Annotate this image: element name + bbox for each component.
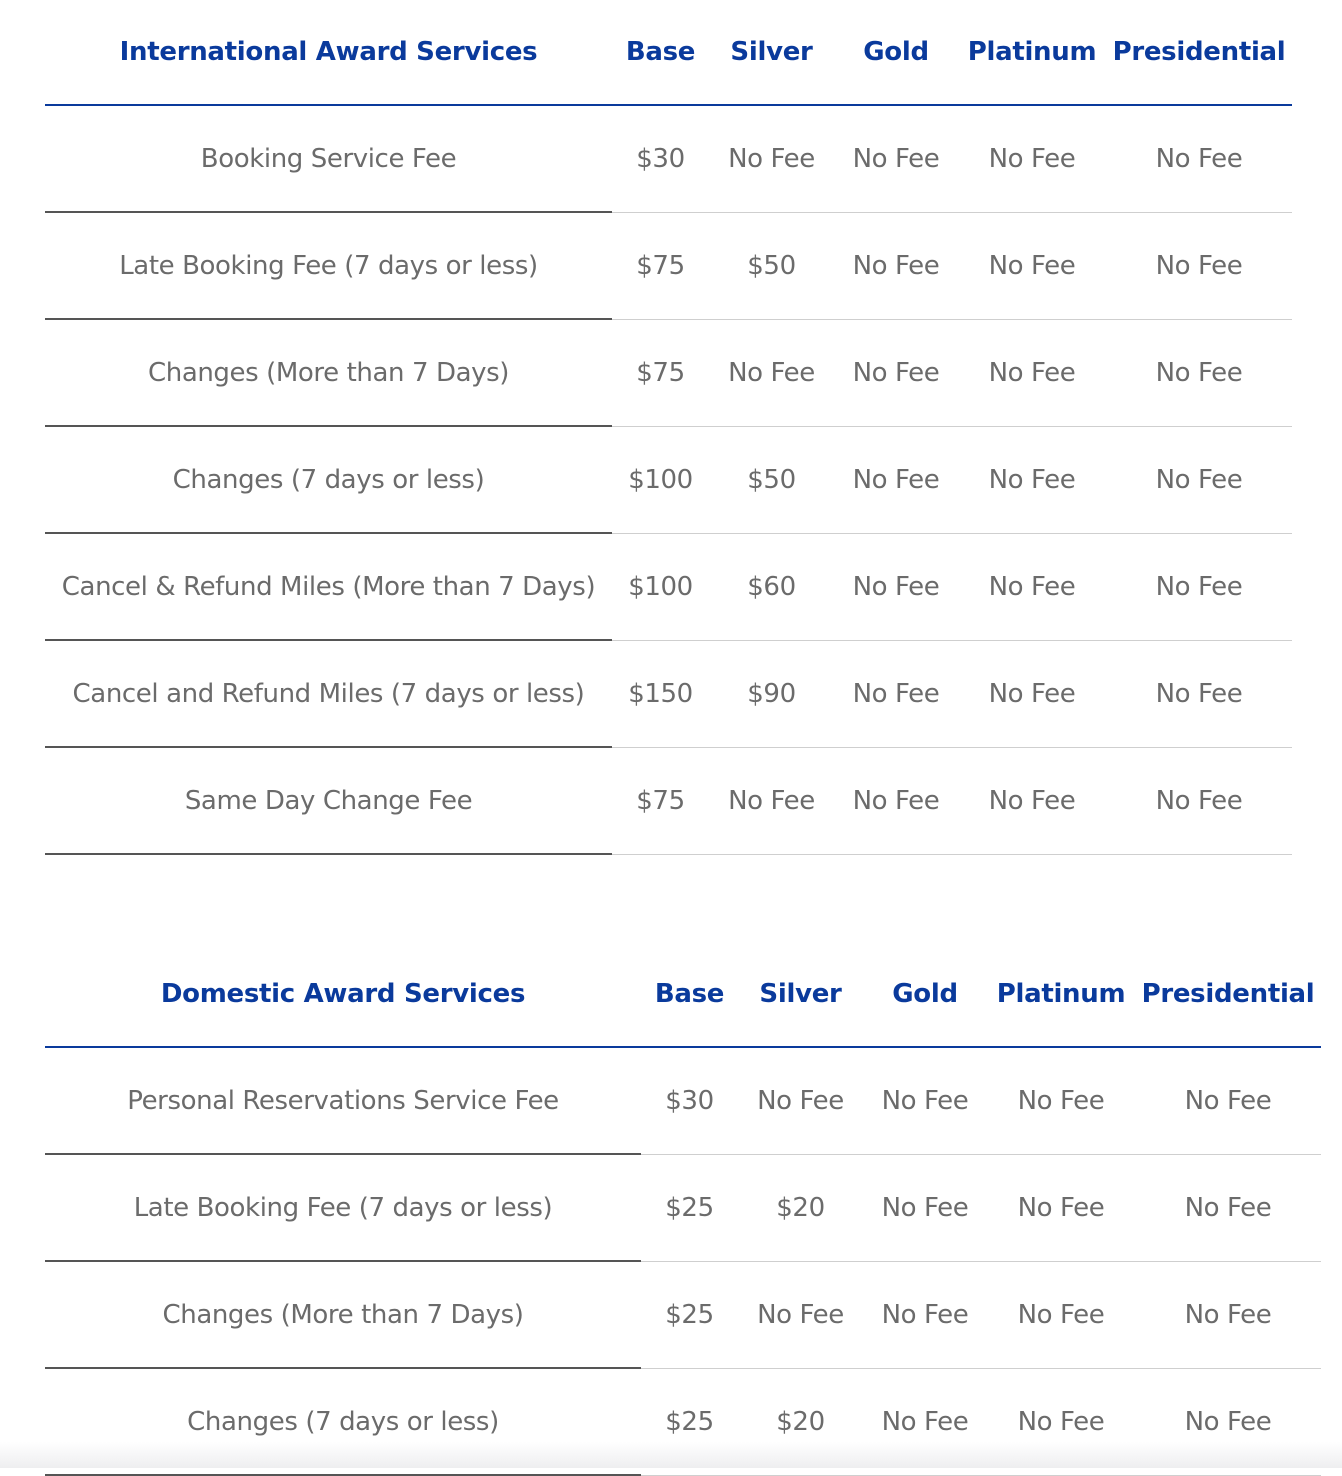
gold-fee-cell: No Fee (834, 640, 958, 747)
domestic-award-fee-table (45, 942, 1321, 1476)
service-name-cell: Cancel and Refund Miles (7 days or less) (45, 640, 612, 747)
service-name-cell: Late Booking Fee (7 days or less) (45, 1154, 641, 1261)
service-name-cell: Same Day Change Fee (45, 747, 612, 854)
presidential-fee-cell: No Fee (1106, 640, 1292, 747)
column-header-service: International Award Services (45, 0, 612, 105)
column-header-presidential: Presidential (1135, 942, 1321, 1047)
base-fee-cell: $25 (641, 1368, 738, 1475)
base-fee-cell: $150 (612, 640, 709, 747)
column-header-base: Base (612, 0, 709, 105)
gold-fee-cell: No Fee (834, 533, 958, 640)
base-fee-cell: $100 (612, 426, 709, 533)
platinum-fee-cell: No Fee (958, 747, 1106, 854)
presidential-fee-cell: No Fee (1135, 1154, 1321, 1261)
base-fee-cell: $75 (612, 747, 709, 854)
column-header-silver: Silver (709, 0, 834, 105)
presidential-fee-cell: No Fee (1135, 1368, 1321, 1475)
platinum-fee-cell: No Fee (958, 533, 1106, 640)
base-fee-cell: $100 (612, 533, 709, 640)
table-row (45, 747, 1292, 854)
platinum-fee-cell: No Fee (958, 319, 1106, 426)
silver-fee-cell: No Fee (738, 1261, 863, 1368)
table-row (45, 1047, 1321, 1154)
gold-fee-cell: No Fee (863, 1368, 987, 1475)
gold-fee-cell: No Fee (834, 212, 958, 319)
silver-fee-cell: No Fee (738, 1047, 863, 1154)
column-header-platinum: Platinum (958, 0, 1106, 105)
gold-fee-cell: No Fee (834, 105, 958, 212)
international-award-fee-table (45, 0, 1292, 855)
service-name-cell: Personal Reservations Service Fee (45, 1047, 641, 1154)
table-row (45, 212, 1292, 319)
silver-fee-cell: No Fee (709, 319, 834, 426)
column-header-gold: Gold (834, 0, 958, 105)
base-fee-cell: $25 (641, 1261, 738, 1368)
silver-fee-cell: $20 (738, 1368, 863, 1475)
column-header-base: Base (641, 942, 738, 1047)
table-row (45, 640, 1292, 747)
service-name-cell: Changes (More than 7 Days) (45, 1261, 641, 1368)
table-header-row (45, 0, 1292, 105)
presidential-fee-cell: No Fee (1106, 533, 1292, 640)
table-row (45, 319, 1292, 426)
column-header-silver: Silver (738, 942, 863, 1047)
column-header-gold: Gold (863, 942, 987, 1047)
platinum-fee-cell: No Fee (987, 1368, 1135, 1475)
platinum-fee-cell: No Fee (958, 105, 1106, 212)
base-fee-cell: $75 (612, 212, 709, 319)
silver-fee-cell: $90 (709, 640, 834, 747)
presidential-fee-cell: No Fee (1135, 1047, 1321, 1154)
service-name-cell: Late Booking Fee (7 days or less) (45, 212, 612, 319)
base-fee-cell: $75 (612, 319, 709, 426)
presidential-fee-cell: No Fee (1106, 426, 1292, 533)
table-row (45, 1261, 1321, 1368)
presidential-fee-cell: No Fee (1106, 105, 1292, 212)
column-header-platinum: Platinum (987, 942, 1135, 1047)
gold-fee-cell: No Fee (863, 1261, 987, 1368)
service-name-cell: Changes (More than 7 Days) (45, 319, 612, 426)
gold-fee-cell: No Fee (834, 319, 958, 426)
table-header-row (45, 942, 1321, 1047)
column-header-presidential: Presidential (1106, 0, 1292, 105)
base-fee-cell: $30 (641, 1047, 738, 1154)
service-name-cell: Cancel & Refund Miles (More than 7 Days) (45, 533, 612, 640)
silver-fee-cell: $20 (738, 1154, 863, 1261)
presidential-fee-cell: No Fee (1106, 319, 1292, 426)
table-row (45, 426, 1292, 533)
silver-fee-cell: $50 (709, 426, 834, 533)
silver-fee-cell: No Fee (709, 105, 834, 212)
table-row (45, 533, 1292, 640)
table-row (45, 1368, 1321, 1475)
platinum-fee-cell: No Fee (958, 426, 1106, 533)
presidential-fee-cell: No Fee (1135, 1261, 1321, 1368)
platinum-fee-cell: No Fee (987, 1047, 1135, 1154)
silver-fee-cell: $50 (709, 212, 834, 319)
silver-fee-cell: No Fee (709, 747, 834, 854)
base-fee-cell: $30 (612, 105, 709, 212)
silver-fee-cell: $60 (709, 533, 834, 640)
platinum-fee-cell: No Fee (958, 212, 1106, 319)
base-fee-cell: $25 (641, 1154, 738, 1261)
platinum-fee-cell: No Fee (987, 1261, 1135, 1368)
presidential-fee-cell: No Fee (1106, 212, 1292, 319)
platinum-fee-cell: No Fee (987, 1154, 1135, 1261)
table-row (45, 1154, 1321, 1261)
column-header-service: Domestic Award Services (45, 942, 641, 1047)
gold-fee-cell: No Fee (863, 1047, 987, 1154)
service-name-cell: Booking Service Fee (45, 105, 612, 212)
table-row (45, 105, 1292, 212)
platinum-fee-cell: No Fee (958, 640, 1106, 747)
service-name-cell: Changes (7 days or less) (45, 1368, 641, 1475)
gold-fee-cell: No Fee (834, 426, 958, 533)
gold-fee-cell: No Fee (834, 747, 958, 854)
presidential-fee-cell: No Fee (1106, 747, 1292, 854)
service-name-cell: Changes (7 days or less) (45, 426, 612, 533)
gold-fee-cell: No Fee (863, 1154, 987, 1261)
